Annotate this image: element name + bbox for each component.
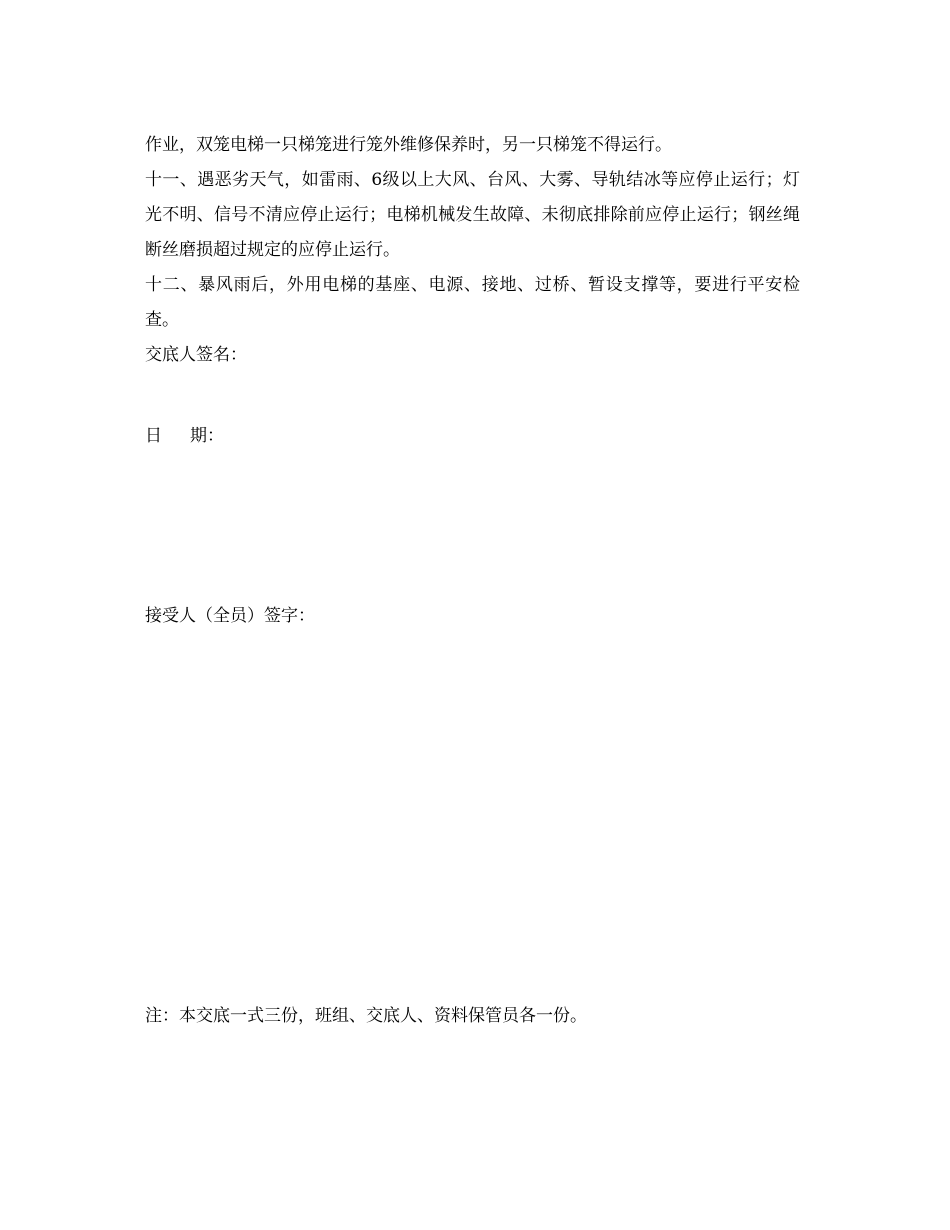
date-label-char2: 期：	[190, 426, 224, 446]
footnote: 注：本交底一式三份，班组、交底人、资料保管员各一份。	[145, 1006, 587, 1026]
date-label-char1: 日	[145, 426, 162, 446]
paragraph-continuation: 作业，双笼电梯一只梯笼进行笼外维修保养时，另一只梯笼不得运行。	[145, 135, 672, 155]
paragraph-item-eleven: 十一、遇恶劣天气，如雷雨、6级以上大风、台风、大雾、导轨结冰等应停止运行；灯光不明、信号不清应停止运行；电梯机械发生故障、未彻底排除前应停止运行；钢丝绳断丝磨损超过规定的应停止运行。	[145, 170, 800, 260]
document-body	[145, 128, 800, 373]
paragraph-item-twelve: 十二、暴风雨后，外用电梯的基座、电源、接地、过桥、暂设支撑等，要进行平安检查。	[145, 275, 800, 330]
receiver-signature-label: 接受人（全员）签字：	[145, 606, 315, 626]
signature-label: 交底人签名：	[145, 345, 247, 365]
date-label	[145, 419, 224, 454]
